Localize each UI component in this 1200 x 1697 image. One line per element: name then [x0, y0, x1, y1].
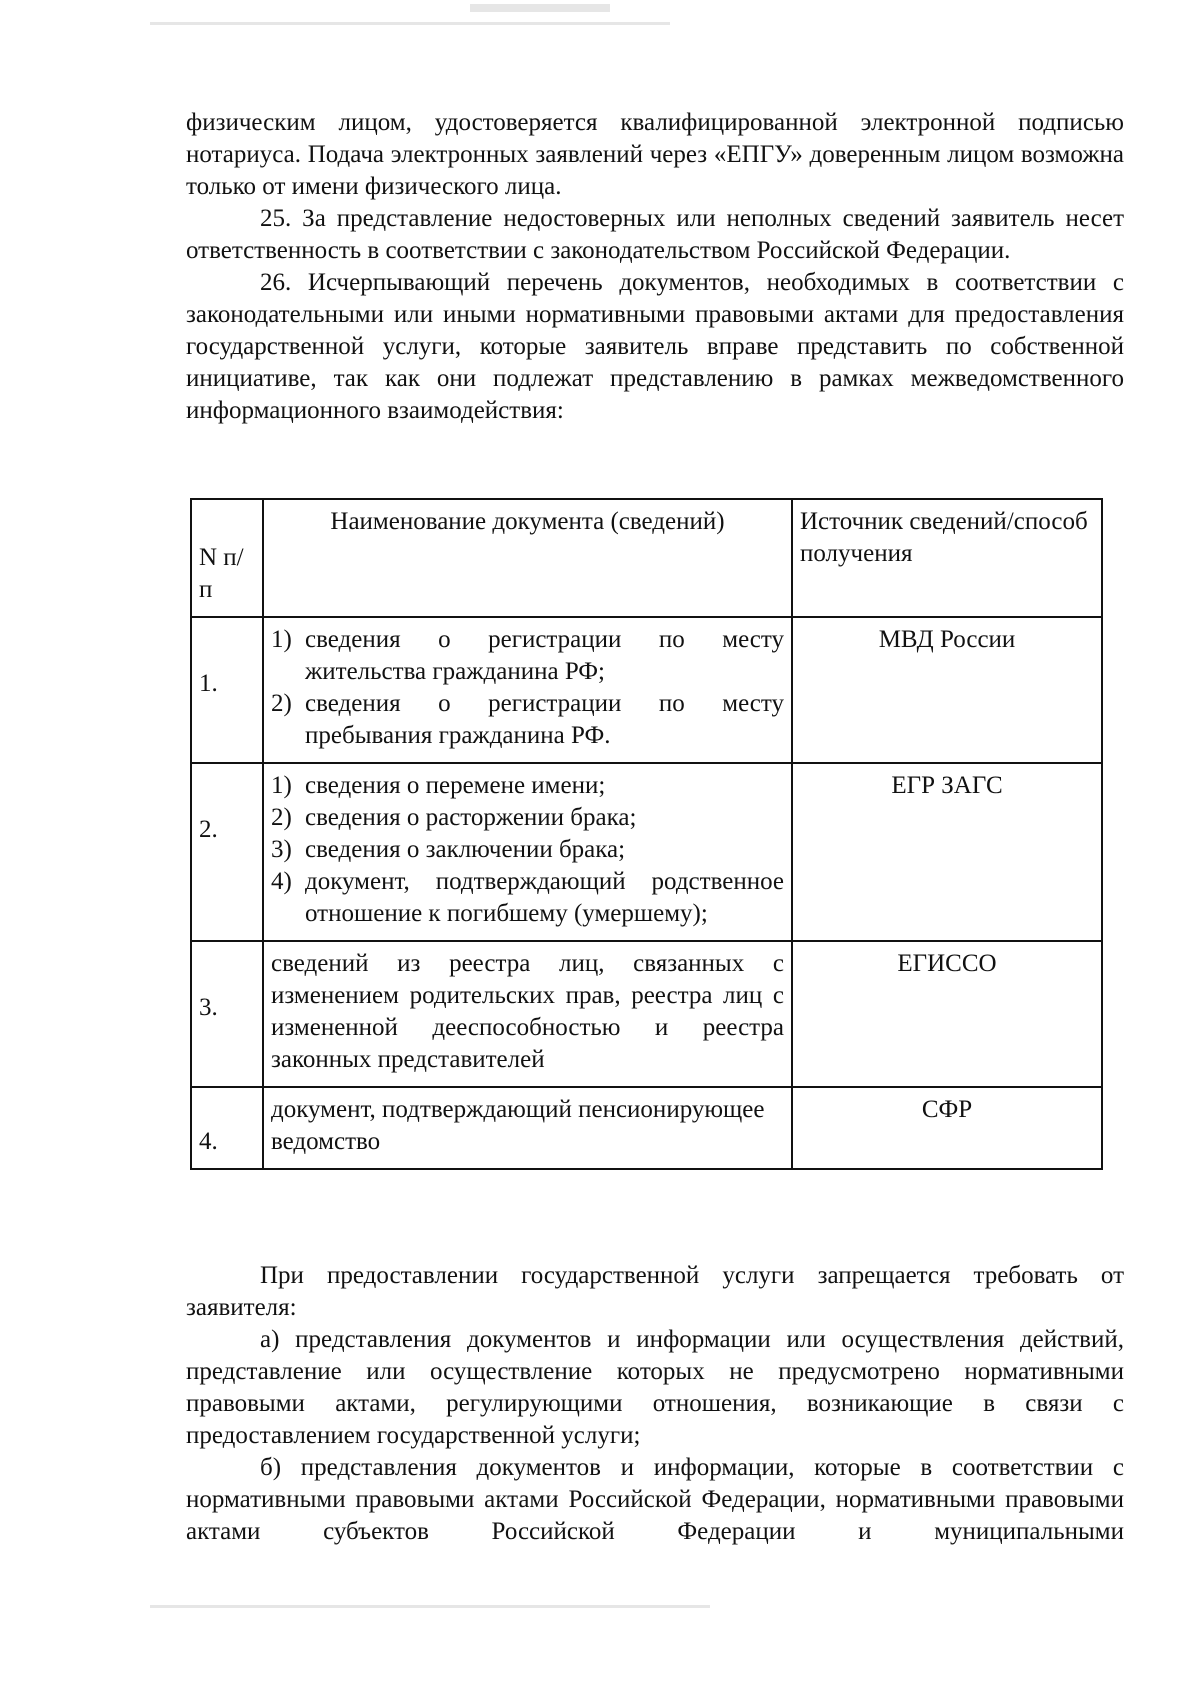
- row-document-name: [263, 617, 792, 763]
- table-row: [191, 941, 1102, 1087]
- item-list: [271, 770, 784, 930]
- item-marker: 2): [271, 690, 292, 717]
- scan-artifact: [150, 22, 670, 25]
- row-source: ЕГР ЗАГС: [792, 763, 1102, 941]
- row-document-name: документ, подтверждающий пенсионирующее ведомство: [263, 1087, 792, 1169]
- item-marker: 3): [271, 836, 292, 863]
- item-text: документ, подтверждающий родственное отношение к погибшему (умершему);: [305, 868, 784, 927]
- paragraph-a: а) представления документов и информации или осуществления действий, представление или осуществление которых не предусмотрено нормативными правовыми актами, регулирующими отношения, возникающие в связи с предоставлением государственной услуги;: [186, 1326, 1124, 1449]
- list-item: [271, 866, 784, 930]
- header-name: Наименование документа (сведений): [263, 499, 792, 617]
- paragraph-25: 25. За представление недостоверных или неполных сведений заявитель несет ответственность в соответствии с законодательством Российской Федерации.: [186, 205, 1124, 264]
- table-row: [191, 763, 1102, 941]
- paragraph-prohibition: При предоставлении государственной услуги запрещается требовать от заявителя:: [186, 1262, 1124, 1321]
- item-text: сведения о расторжении брака;: [305, 804, 637, 831]
- table-row: [191, 617, 1102, 763]
- paragraph-26: 26. Исчерпывающий перечень документов, необходимых в соответствии с законодательными или иными нормативными правовыми актами для предоставления государственной услуги, которые заявитель вправе представить по собственной инициативе, так как они подлежат представлению в рамках межведомственного информационного взаимодействия:: [186, 269, 1124, 424]
- row-number: 4.: [191, 1087, 263, 1169]
- item-text: сведения о регистрации по месту жительства гражданина РФ;: [305, 626, 784, 685]
- row-number: 3.: [191, 941, 263, 1087]
- documents-table: [190, 498, 1103, 1170]
- row-number: 2.: [191, 763, 263, 941]
- list-item: [271, 834, 784, 866]
- item-text: сведения о заключении брака;: [305, 836, 626, 863]
- intro-text: [186, 107, 1124, 427]
- table-row: [191, 1087, 1102, 1169]
- item-list: [271, 624, 784, 752]
- paragraph-continuation: физическим лицом, удостоверяется квалифицированной электронной подписью нотариуса. Подача электронных заявлений через «ЕПГУ» доверенным лицом возможна только от имени физического лица.: [186, 109, 1124, 200]
- item-marker: 1): [271, 772, 292, 799]
- header-num: N п/п: [191, 499, 263, 617]
- scan-artifact: [470, 4, 610, 12]
- row-source: СФР: [792, 1087, 1102, 1169]
- list-item: [271, 770, 784, 802]
- row-document-name: [263, 763, 792, 941]
- row-document-name: сведений из реестра лиц, связанных с изменением родительских прав, реестра лиц с измененной дееспособностью и реестра законных представителей: [263, 941, 792, 1087]
- scan-artifact: [150, 1605, 710, 1608]
- row-number: 1.: [191, 617, 263, 763]
- list-item: [271, 688, 784, 752]
- item-marker: 4): [271, 868, 292, 895]
- row-source: ЕГИССО: [792, 941, 1102, 1087]
- item-marker: 1): [271, 626, 292, 653]
- list-item: [271, 624, 784, 688]
- header-source: Источник сведений/способ получения: [792, 499, 1102, 617]
- paragraph-b: б) представления документов и информации, которые в соответствии с нормативными правовыми актами Российской Федерации, нормативными правовыми актами субъектов Российской Федерации и муниципальными: [186, 1454, 1124, 1545]
- row-source: МВД России: [792, 617, 1102, 763]
- item-text: сведения о перемене имени;: [305, 772, 606, 799]
- list-item: [271, 802, 784, 834]
- after-text: [186, 1260, 1124, 1548]
- item-marker: 2): [271, 804, 292, 831]
- table-header-row: [191, 499, 1102, 617]
- item-text: сведения о регистрации по месту пребывания гражданина РФ.: [305, 690, 784, 749]
